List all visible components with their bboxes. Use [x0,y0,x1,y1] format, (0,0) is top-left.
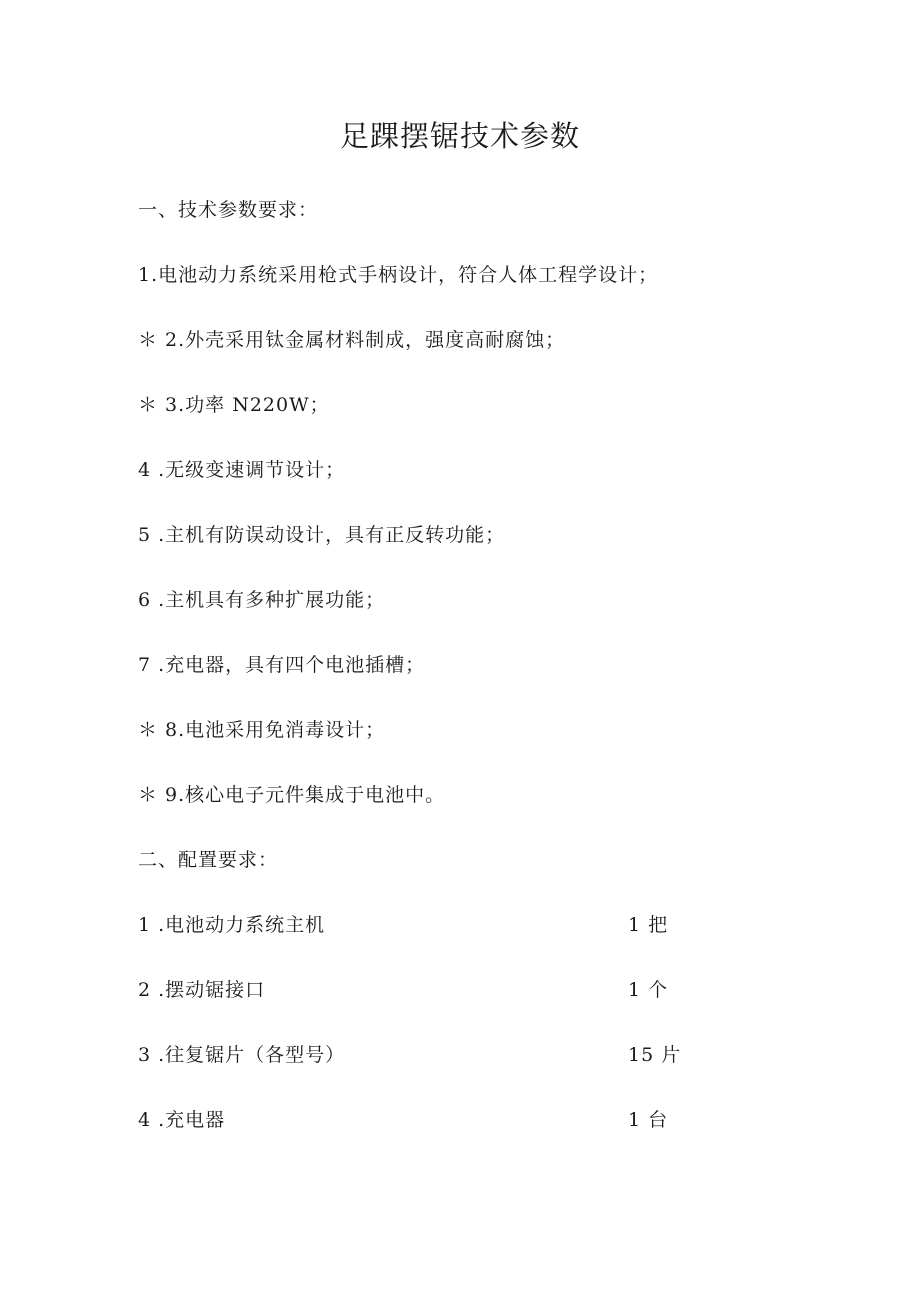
config-item-qty: 1 台 [628,1109,669,1131]
section-heading-tech-params: 一、技术参数要求： [138,199,319,221]
document-title: 足踝摆锯技术参数 [339,119,580,153]
config-item-name: 4 .充电器 [138,1109,226,1131]
param-item-1: 1.电池动力系统采用枪式手柄设计，符合人体工程学设计； [138,264,659,286]
param-item-8: ＊ 8.电池采用免消毒设计； [138,719,386,741]
param-item-4: 4 .无级变速调节设计； [138,459,346,481]
config-item-qty: 15 片 [628,1044,682,1066]
section-heading-config: 二、配置要求： [138,849,279,871]
param-item-6: 6 .主机具有多种扩展功能； [138,589,386,611]
param-item-5: 5 .主机有防误动设计，具有正反转功能； [138,524,506,546]
param-item-3: ＊ 3.功率 N220W； [138,394,330,416]
config-item-name: 1 .电池动力系统主机 [138,914,326,936]
config-item-name: 3 .往复锯片（各型号） [138,1044,346,1066]
param-item-9: ＊ 9.核心电子元件集成于电池中。 [138,784,446,806]
param-item-7: 7 .充电器，具有四个电池插槽； [138,654,426,676]
param-item-2: ＊ 2.外壳采用钛金属材料制成，强度高耐腐蚀； [138,329,566,351]
config-item-qty: 1 把 [628,914,669,936]
config-item-qty: 1 个 [628,979,669,1001]
config-item-name: 2 .摆动锯接口 [138,979,266,1001]
